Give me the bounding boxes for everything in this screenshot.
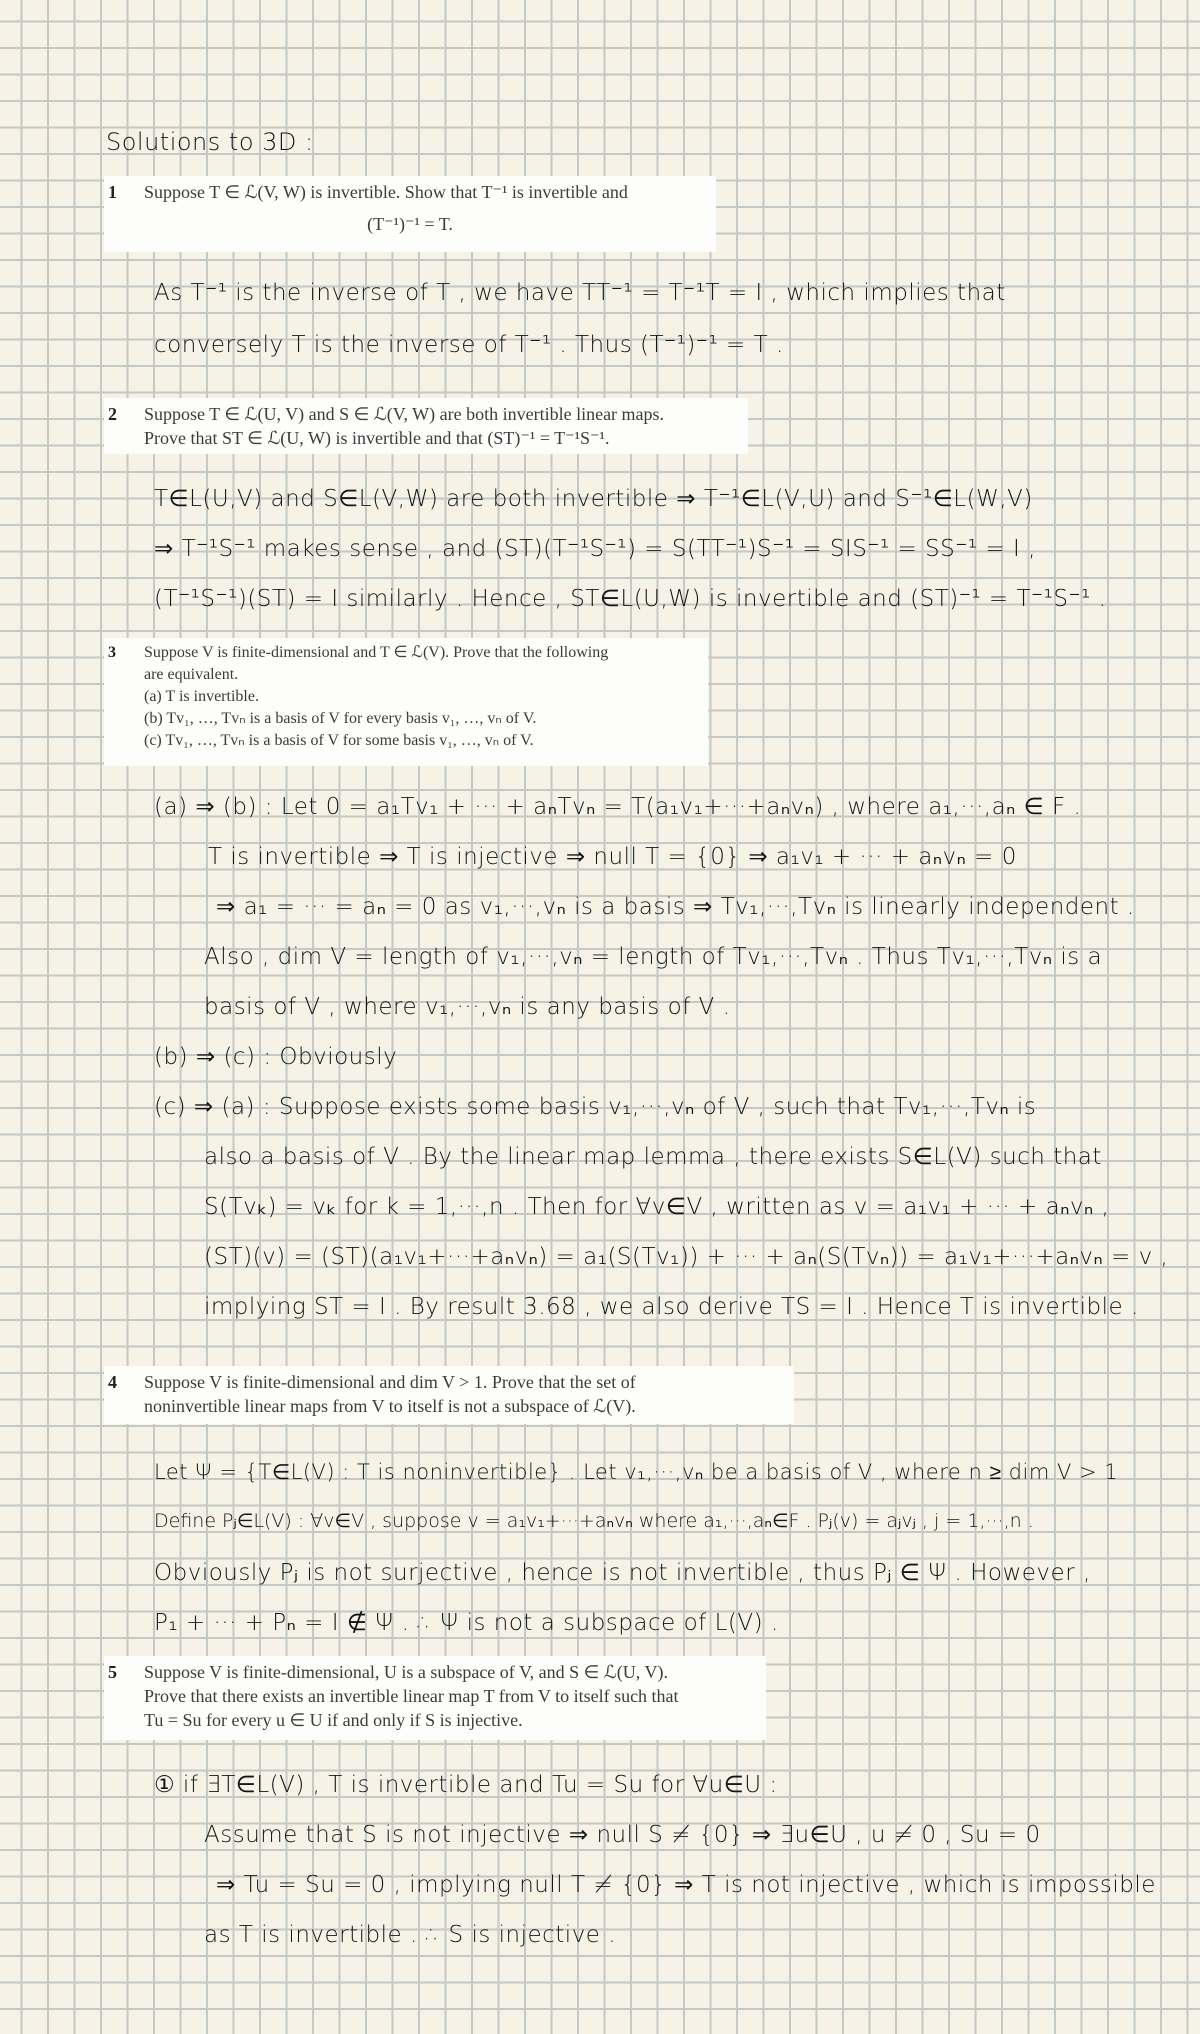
problem-number: 5 [108,1662,117,1682]
problem-text: noninvertible linear maps from V to itself is not a subspace of ℒ(V). [144,1396,636,1416]
problem-text: Suppose V is finite-dimensional and dim V > 1. Prove that the set of [144,1372,636,1392]
solution-3-line: ⇒ a₁ = ··· = aₙ = 0 as v₁,···,vₙ is a basis ⇒ Tv₁,···,Tvₙ is linearly independent . [216,894,1135,920]
problem-2-box [104,398,748,454]
solution-5-line: as T is invertible . ∴ S is injective . [204,1922,617,1948]
solution-4-line: Let Ψ = {T∈L(V) : T is noninvertible} . Let v₁,···,vₙ be a basis of V , where n ≥ dim V > 1 [154,1460,1119,1484]
problem-text: Tu = Su for every u ∈ U if and only if S is injective. [144,1710,523,1730]
problem-4-box [104,1366,794,1424]
solution-4-line: P₁ + ··· + Pₙ = I ∉ Ψ . ∴ Ψ is not a subspace of L(V) . [154,1610,779,1636]
problem-text: Prove that ST ∈ ℒ(U, W) is invertible and that (ST)⁻¹ = T⁻¹S⁻¹. [144,428,610,448]
problem-display-equation: (T⁻¹)⁻¹ = T. [367,214,453,234]
solution-4-line: Obviously Pⱼ is not surjective , hence is not invertible , thus Pⱼ ∈ Ψ . However , [154,1560,1091,1586]
solution-3-line: S(Tvₖ) = vₖ for k = 1,···,n . Then for ∀v∈V , written as v = a₁v₁ + ··· + aₙvₙ , [204,1194,1110,1220]
solution-3-line: (c) ⇒ (a) : Suppose exists some basis v₁,···,vₙ of V , such that Tv₁,···,Tvₙ is [154,1094,1037,1120]
solution-3-line: implying ST = I . By result 3.68 , we also derive TS = I . Hence T is invertible . [204,1294,1139,1320]
problem-1-box [104,176,716,252]
solution-2-line: (T⁻¹S⁻¹)(ST) = I similarly . Hence , ST∈L(U,W) is invertible and (ST)⁻¹ = T⁻¹S⁻¹ . [154,586,1107,612]
problem-text: (a) T is invertible. [144,688,259,705]
solution-3-line: (a) ⇒ (b) : Let 0 = a₁Tv₁ + ··· + aₙTvₙ = T(a₁v₁+···+aₙvₙ) , where a₁,···,aₙ ∈ F . [154,794,1082,820]
problem-text: are equivalent. [144,666,239,683]
solution-1-line: As T⁻¹ is the inverse of T , we have TT⁻¹ = T⁻¹T = I , which implies that [154,280,1006,306]
page-title: Solutions to 3D : [106,128,314,156]
problem-3-box [104,638,708,766]
problem-text: Suppose T ∈ ℒ(V, W) is invertible. Show that T⁻¹ is invertible and [144,182,628,202]
problem-number: 2 [108,404,117,424]
solution-3-line: basis of V , where v₁,···,vₙ is any basis of V . [204,994,731,1020]
problem-text: Suppose T ∈ ℒ(U, V) and S ∈ ℒ(V, W) are both invertible linear maps. [144,404,665,424]
solution-3-line: T is invertible ⇒ T is injective ⇒ null T = {0} ⇒ a₁v₁ + ··· + aₙvₙ = 0 [208,844,1017,870]
solution-2-line: T∈L(U,V) and S∈L(V,W) are both invertible ⇒ T⁻¹∈L(V,U) and S⁻¹∈L(W,V) [154,486,1033,512]
solution-3-line: (ST)(v) = (ST)(a₁v₁+···+aₙvₙ) = a₁(S(Tv₁)) + ··· + aₙ(S(Tvₙ)) = a₁v₁+···+aₙvₙ = v , [204,1244,1169,1270]
problem-text: Suppose V is finite-dimensional and T ∈ ℒ(V). Prove that the following [144,644,609,661]
solution-3-line: Also , dim V = length of v₁,···,vₙ = length of Tv₁,···,Tvₙ . Thus Tv₁,···,Tvₙ is a [204,944,1103,970]
solution-4-line: Define Pⱼ∈L(V) : ∀v∈V , suppose v = a₁v₁+···+aₙvₙ where a₁,···,aₙ∈F . Pⱼ(v) = aⱼvⱼ , j = 1,···,n . [154,1510,1034,1532]
solution-5-line: ⇒ Tu = Su = 0 , implying null T ≠ {0} ⇒ T is not injective , which is impossible [216,1872,1156,1898]
problem-text: (c) Tv₁, …, Tvₙ is a basis of V for some basis v₁, …, vₙ of V. [144,732,534,749]
problem-number: 3 [108,644,116,661]
solution-2-line: ⇒ T⁻¹S⁻¹ makes sense , and (ST)(T⁻¹S⁻¹) = S(TT⁻¹)S⁻¹ = SIS⁻¹ = SS⁻¹ = I , [154,536,1036,562]
problem-text: Prove that there exists an invertible linear map T from V to itself such that [144,1686,679,1706]
solution-3-line: also a basis of V . By the linear map lemma , there exists S∈L(V) such that [204,1144,1102,1170]
solution-3-line: (b) ⇒ (c) : Obviously [154,1044,398,1070]
problem-text: Suppose V is finite-dimensional, U is a subspace of V, and S ∈ ℒ(U, V). [144,1662,668,1682]
problem-number: 4 [108,1372,117,1392]
problem-number: 1 [108,182,117,202]
problem-5-box [104,1656,766,1740]
solution-5-line: ① if ∃T∈L(V) , T is invertible and Tu = Su for ∀u∈U : [154,1772,778,1798]
solution-5-line: Assume that S is not injective ⇒ null S ≠ {0} ⇒ ∃u∈U , u ≠ 0 , Su = 0 [204,1822,1041,1848]
problem-text: (b) Tv₁, …, Tvₙ is a basis of V for every basis v₁, …, vₙ of V. [144,710,537,727]
solution-1-line: conversely T is the inverse of T⁻¹ . Thus (T⁻¹)⁻¹ = T . [154,332,784,358]
